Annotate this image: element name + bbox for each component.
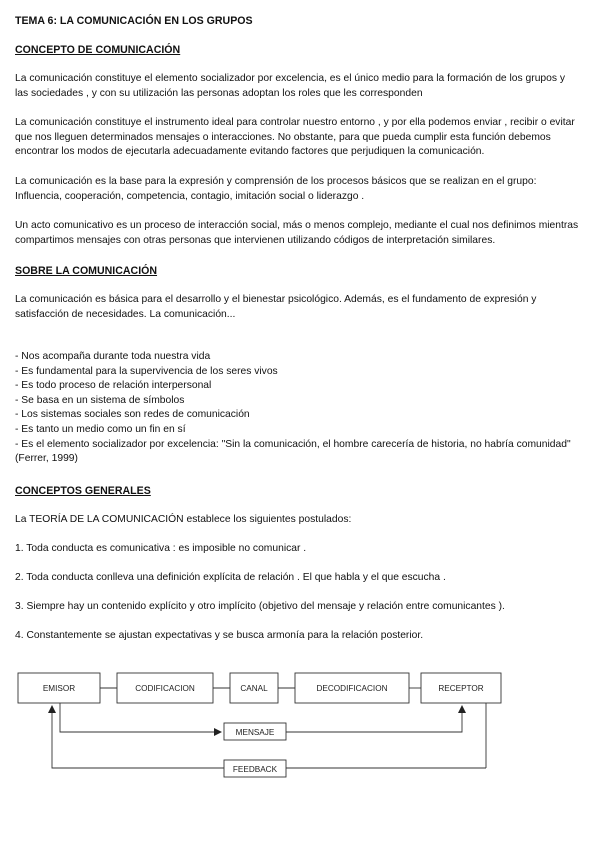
decodificacion-label: DECODIFICACION [316,684,388,693]
postulado-1: 1. Toda conducta es comunicativa : es imposible no comunicar . [15,543,307,554]
heading-conceptos: CONCEPTOS GENERALES [15,485,151,497]
paragraph-concepto-4: Un acto comunicativo es un proceso de interacción social, más o menos complejo, mediante el cual nos definimos mientras compartimos mensajes con otras personas que intervienen utilizando códigos de interpretación similares. [15,220,579,246]
mensaje-to-receptor-arrow [286,706,462,732]
mensaje-label: MENSAJE [235,728,275,737]
document-title: TEMA 6: LA COMUNICACIÓN EN LOS GRUPOS [15,15,253,27]
receptor-label: RECEPTOR [438,684,484,693]
list-item: - Es tanto un medio como un fin en sí [15,423,186,435]
list-item: - Nos acompaña durante toda nuestra vida [15,351,211,362]
codificacion-label: CODIFICACION [135,684,195,693]
paragraph-concepto-2: La comunicación constituye el instrumento ideal para controlar nuestro entorno , y por ella podemos enviar , recibir o evitar que nos lleguen determinados mensajes o interacciones. No obstante, para que pueda cumplir esta función debemos encontrar los modos de ejecutarla adecuadamente evitando factores que perjudiquen la comunicación. [15,117,575,158]
postulado-3: 3. Siempre hay un contenido explícito y otro implícito (objetivo del mensaje y relación entre comunicantes ). [15,601,505,612]
emisor-label: EMISOR [42,684,76,693]
list-item: - Se basa en un sistema de símbolos [15,394,185,406]
list-item: - Es fundamental para la supervivencia de los seres vivos [15,365,278,377]
paragraph-concepto-3: La comunicación es la base para la expresión y comprensión de los procesos básicos que se realizan en el grupo: Influencia, cooperación, competencia, contagio, imitación social o liderazgo . [15,176,537,202]
paragraph-concepto-1: La comunicación constituye el elemento socializador por excelencia, es el único medio para la formación de los grupos y las sociedades , y con su utilización las personas adoptan los roles que les corresponden [15,73,566,99]
list-item: - Es el elemento socializador por excelencia: "Sin la comunicación, el hombre carecería de historia, no habría comunidad" (Ferrer, 1999) [15,438,571,465]
heading-sobre: SOBRE LA COMUNICACIÓN [15,265,158,277]
canal-label: CANAL [240,684,268,693]
postulado-2: 2. Toda conducta conlleva una definición explícita de relación . El que habla y el que escucha . [15,572,446,583]
postulado-4: 4. Constantemente se ajustan expectativas y se busca armonía para la relación posterior. [15,630,424,641]
paragraph-conceptos-intro: La TEORÍA DE LA COMUNICACIÓN establece los siguientes postulados: [15,514,352,525]
feedback-label: FEEDBACK [232,765,278,774]
heading-concepto: CONCEPTO DE COMUNICACIÓN [15,44,181,56]
emisor-to-mensaje-arrow [60,703,221,732]
list-item: - Los sistemas sociales son redes de comunicación [15,409,250,421]
paragraph-sobre-intro: La comunicación es básica para el desarrollo y el bienestar psicológico. Además, es el fundamento de expresión y satisfacción de necesidades. La comunicación... [15,294,537,320]
list-item: - Es todo proceso de relación interpersonal [15,380,212,392]
feedback-to-emisor-arrow [52,706,224,768]
